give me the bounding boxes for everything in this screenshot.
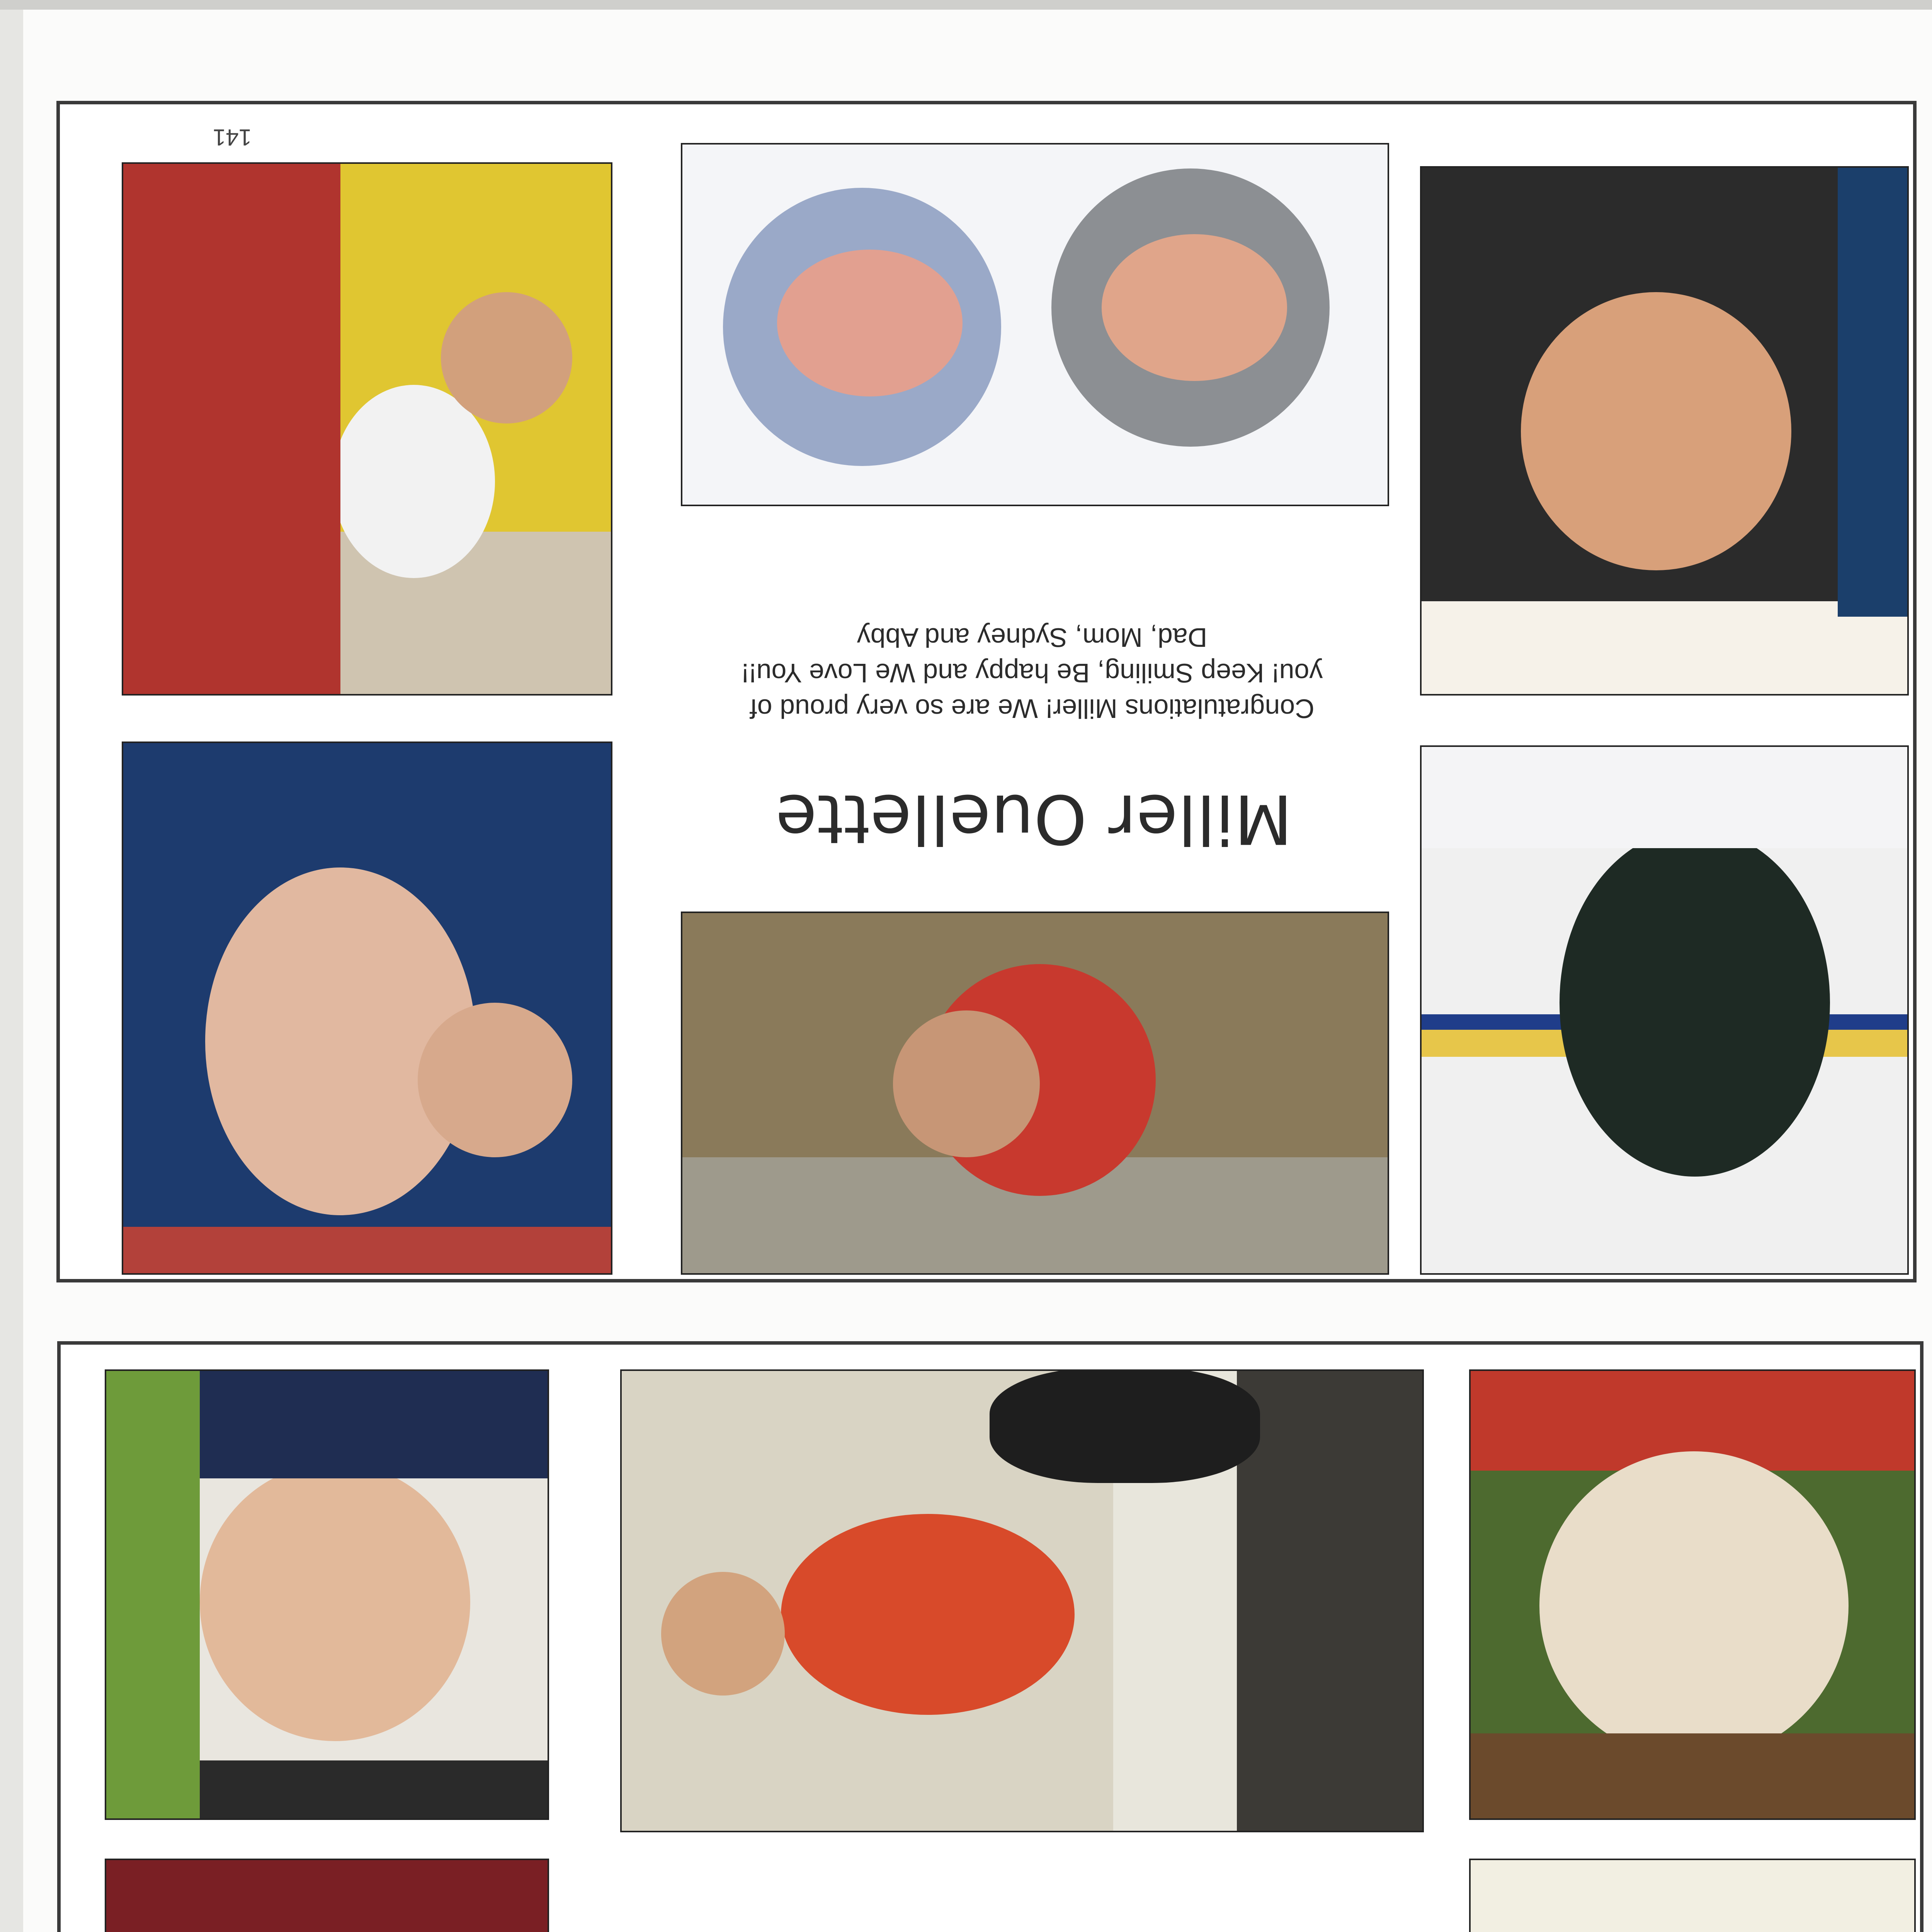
panel-philip-teibel <box>57 1341 1923 1932</box>
student-name: Miller Ouellette <box>775 779 1293 858</box>
photo-boy-with-dog <box>620 1369 1424 1832</box>
photo-boy-with-hockey-stick <box>681 912 1389 1275</box>
photo-boy-portrait <box>1420 166 1909 696</box>
photo-group-selfie <box>122 742 612 1275</box>
scan-edge <box>0 0 23 1932</box>
student-message: Congratulations Miller! We are so very proud of you! Keep Smiling, Be happy and We Love You!! Dad, Mom, Sydney and Abby <box>741 622 1323 724</box>
scan-edge <box>0 0 1932 10</box>
photo-boy-in-garden <box>105 1859 549 1932</box>
page-number: 141 <box>213 124 252 150</box>
photo-kid-with-stick <box>122 162 612 696</box>
panel-miller-ouellette <box>56 101 1917 1282</box>
photo-boy-closeup <box>1469 1859 1916 1932</box>
photo-kids-in-snow <box>681 143 1389 506</box>
photo-boy-graduation <box>105 1369 549 1820</box>
photo-hockey-players <box>1420 745 1909 1275</box>
photo-boy-smiling <box>1469 1369 1916 1820</box>
